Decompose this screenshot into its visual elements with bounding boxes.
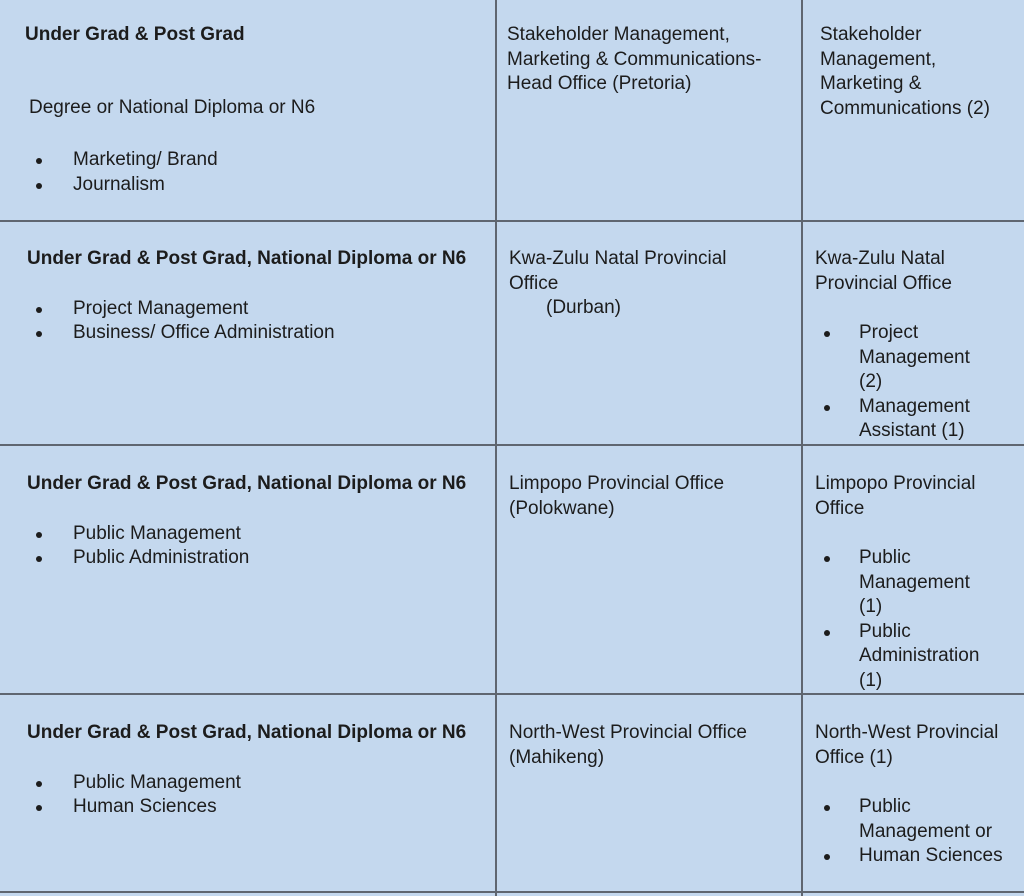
placement-item: Public Management (1) bbox=[815, 546, 985, 620]
placement-item: Public Administration (1) bbox=[815, 620, 999, 694]
qualification-cell bbox=[25, 23, 490, 197]
placement-line: Stakeholder bbox=[820, 24, 922, 45]
field-item: Public Management bbox=[25, 771, 492, 796]
placement-cell bbox=[815, 247, 1020, 444]
placement-item: Human Sciences bbox=[815, 844, 1023, 869]
placement-cell bbox=[820, 23, 1020, 121]
placement-list bbox=[815, 546, 985, 693]
field-item: Business/ Office Administration bbox=[25, 321, 492, 346]
office-cell bbox=[507, 23, 797, 97]
row-divider bbox=[0, 891, 1024, 893]
placement-line: Management, bbox=[820, 48, 937, 70]
placement-line: North-West Provincial bbox=[815, 722, 999, 743]
office-line: Kwa-Zulu Natal Provincial bbox=[509, 248, 727, 269]
placement-list bbox=[815, 321, 985, 444]
placement-item: Project Management (2) bbox=[815, 321, 985, 395]
placement-line: Provincial Office bbox=[815, 272, 952, 294]
placement-line: Kwa-Zulu Natal bbox=[815, 248, 945, 269]
placement-line: Office bbox=[815, 497, 865, 519]
qualification-cell bbox=[27, 472, 492, 571]
row-divider bbox=[0, 693, 1024, 695]
qualification-subheading: Degree or National Diploma or N6 bbox=[29, 96, 316, 118]
field-list bbox=[25, 148, 490, 197]
field-list bbox=[25, 522, 492, 571]
field-list bbox=[25, 771, 492, 820]
field-item: Journalism bbox=[25, 173, 490, 198]
placement-line: Marketing & bbox=[820, 73, 922, 94]
office-line: Limpopo Provincial Office bbox=[509, 473, 725, 494]
row-divider bbox=[0, 444, 1024, 446]
qualification-heading: Under Grad & Post Grad bbox=[25, 24, 245, 45]
office-cell bbox=[509, 247, 797, 321]
qualification-heading: Under Grad & Post Grad, National Diploma or N6 bbox=[27, 248, 467, 269]
placement-list bbox=[815, 795, 1023, 869]
column-divider bbox=[801, 0, 803, 896]
placement-cell bbox=[815, 472, 1020, 693]
office-line: (Durban) bbox=[546, 297, 621, 318]
office-line: (Polokwane) bbox=[509, 497, 615, 519]
office-line: Head Office (Pretoria) bbox=[507, 73, 692, 94]
placement-item: Management Assistant (1) bbox=[815, 395, 985, 444]
placement-line: Communications (2) bbox=[820, 97, 990, 119]
placement-line: Office (1) bbox=[815, 746, 893, 768]
office-line: Stakeholder Management, bbox=[507, 24, 730, 45]
office-line: Marketing & Communications- bbox=[507, 48, 762, 70]
qualification-cell bbox=[27, 721, 492, 820]
field-item: Marketing/ Brand bbox=[25, 148, 490, 173]
field-list bbox=[25, 297, 492, 346]
field-item: Human Sciences bbox=[25, 795, 492, 820]
placement-line: Limpopo Provincial bbox=[815, 473, 976, 494]
qualification-heading: Under Grad & Post Grad, National Diploma or N6 bbox=[27, 473, 467, 494]
field-item: Public Administration bbox=[25, 546, 492, 571]
office-line: Office bbox=[509, 272, 559, 294]
field-item: Project Management bbox=[25, 297, 492, 322]
field-item: Public Management bbox=[25, 522, 492, 547]
office-line: (Mahikeng) bbox=[509, 746, 605, 768]
row-divider bbox=[0, 220, 1024, 222]
qualification-cell bbox=[27, 247, 492, 346]
qualification-heading: Under Grad & Post Grad, National Diploma or N6 bbox=[27, 722, 467, 743]
placement-item: Public Management or bbox=[815, 795, 1019, 844]
office-cell bbox=[509, 472, 797, 521]
office-line: North-West Provincial Office bbox=[509, 722, 747, 743]
office-cell bbox=[509, 721, 797, 770]
placement-cell bbox=[815, 721, 1023, 869]
column-divider bbox=[495, 0, 497, 896]
